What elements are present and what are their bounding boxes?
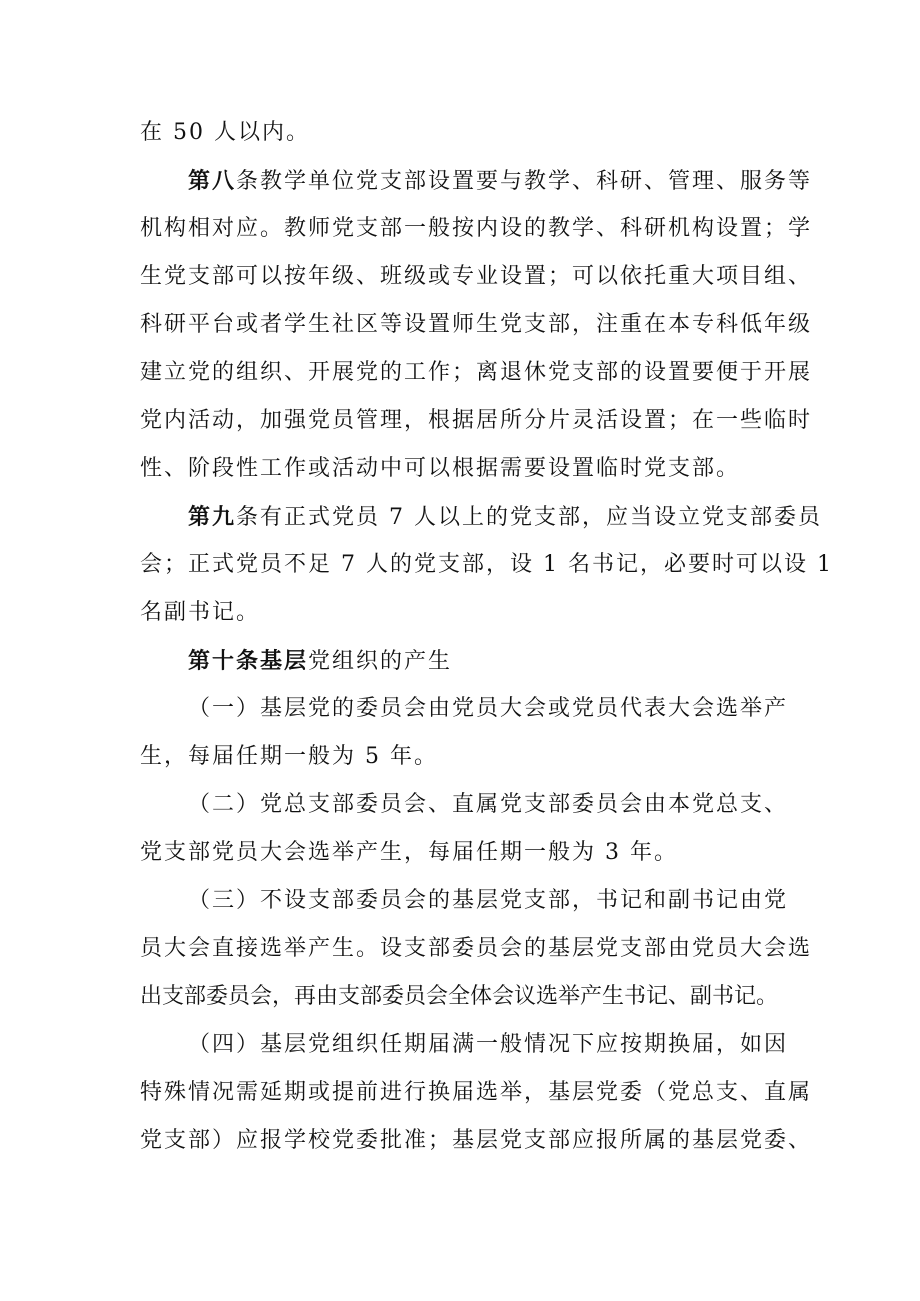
text-line: [140, 550, 833, 580]
text-span: （三）不设支部委员会的基层党支部，书记和副书记由党: [188, 888, 789, 913]
text-span: 在 50 人以内。: [140, 120, 310, 145]
clause-3-first-line: [188, 886, 789, 916]
text-line: [140, 262, 813, 292]
text-span: 党内活动，加强党员管理，根据居所分片灵活设置；在一些临时: [140, 408, 813, 433]
text-line: [140, 118, 780, 148]
text-line: [140, 406, 813, 436]
text-span: 名副书记。: [140, 600, 261, 625]
text-span: （一）基层党的委员会由党员大会或党员代表大会选举产: [188, 696, 789, 721]
article-label: 第九: [188, 504, 237, 530]
text-span: 机构相对应。教师党支部一般按内设的教学、科研机构设置；学: [140, 216, 813, 241]
text-span: 生，每届任期一般为 5 年。: [140, 744, 438, 769]
text-span: 条教学单位党支部设置要与教学、科研、管理、服务等: [236, 169, 813, 194]
text-span: 员大会直接选举产生。设支部委员会的基层党支部由党员大会选: [140, 936, 813, 961]
text-line: [140, 934, 813, 964]
text-span: 会；正式党员不足 7 人的党支部，设 1 名书记，必要时可以设 1: [140, 552, 833, 577]
article-label: 第八: [188, 168, 237, 194]
text-line: [140, 214, 813, 244]
article-8-first-line: [188, 166, 813, 197]
text-line: [140, 598, 780, 628]
text-span: 性、阶段性工作或活动中可以根据需要设置临时党支部。: [140, 456, 741, 481]
text-line: [140, 1126, 813, 1156]
article-label: 第十条基层: [188, 648, 309, 674]
text-span: 生党支部可以按年级、班级或专业设置；可以依托重大项目组、: [140, 264, 813, 289]
text-line: [140, 982, 780, 1012]
clause-4-first-line: [188, 1030, 789, 1060]
text-line: [140, 838, 780, 868]
text-span: 科研平台或者学生社区等设置师生党支部，注重在本专科低年级: [140, 312, 813, 337]
text-line: [140, 742, 780, 772]
text-span: 建立党的组织、开展党的工作；离退休党支部的设置要便于开展: [140, 360, 813, 385]
text-span: 党组织的产生: [308, 649, 453, 674]
text-line: [140, 454, 780, 484]
text-line: [140, 358, 813, 388]
text-span: 党支部）应报学校党委批准；基层党支部应报所属的基层党委、: [140, 1128, 813, 1153]
text-line: [140, 1078, 813, 1108]
article-9-first-line: [188, 502, 823, 533]
text-span: 特殊情况需延期或提前进行换届选举，基层党委（党总支、直属: [140, 1080, 813, 1105]
text-span: （二）党总支部委员会、直属党支部委员会由本党总支、: [188, 792, 789, 817]
article-10-heading: [188, 646, 780, 677]
text-line: [140, 310, 813, 340]
text-span: 党支部党员大会选举产生，每届任期一般为 3 年。: [140, 840, 678, 865]
clause-1-first-line: [188, 694, 789, 724]
text-span: 条有正式党员 7 人以上的党支部，应当设立党支部委员: [236, 505, 823, 530]
text-span: （四）基层党组织任期届满一般情况下应按期换届，如因: [188, 1032, 789, 1057]
clause-2-first-line: [188, 790, 789, 820]
text-span: 出支部委员会，再由支部委员会全体会议选举产生书记、副书记。: [140, 984, 779, 1009]
